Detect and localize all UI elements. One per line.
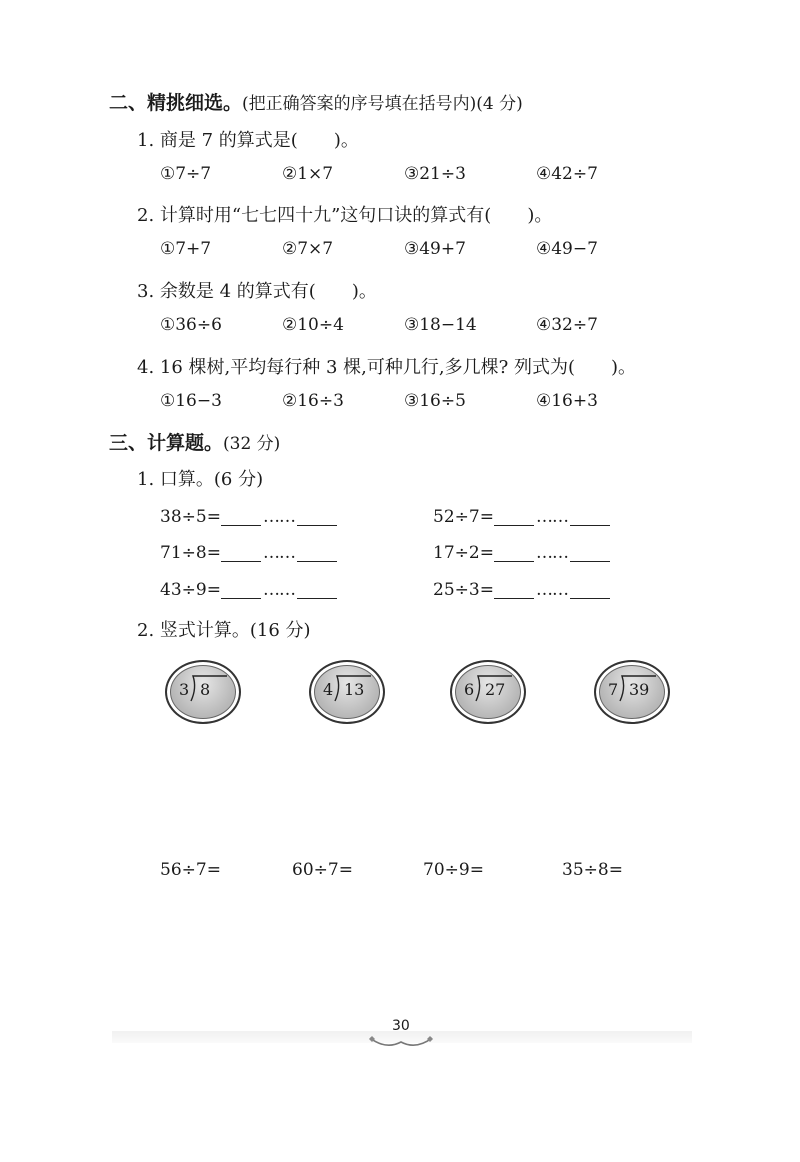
mental-calc-row: [160, 543, 337, 563]
mental-calc-row: [433, 507, 610, 527]
mental-calc-row: [160, 580, 337, 600]
mental-calc-expr: 17÷2=: [433, 543, 494, 563]
mental-calc-row: [433, 580, 610, 600]
question-3-option-1: ①36÷6: [160, 315, 222, 335]
part-2-title: 2. 竖式计算。(16 分): [137, 620, 311, 641]
vertical-calc-expr: 56÷7=: [160, 860, 221, 880]
quotient-blank[interactable]: [494, 580, 534, 599]
divisor: 3: [179, 680, 190, 699]
remainder-dots: ……: [262, 543, 295, 563]
remainder-blank[interactable]: [570, 580, 610, 599]
mental-calc-row: [433, 543, 610, 563]
question-4-option-2: ②16÷3: [282, 391, 344, 411]
divisor: 7: [608, 680, 619, 699]
remainder-dots: ……: [262, 507, 295, 527]
question-1-option-1: ①7÷7: [160, 164, 212, 184]
question-4-option-3: ③16÷5: [404, 391, 466, 411]
dividend: 27: [485, 680, 506, 699]
mental-calc-expr: 38÷5=: [160, 507, 221, 527]
vertical-calc-expr: 60÷7=: [292, 860, 353, 880]
remainder-blank[interactable]: [570, 507, 610, 526]
remainder-dots: ……: [535, 543, 568, 563]
quotient-blank[interactable]: [494, 543, 534, 562]
vertical-calc-expr: 70÷9=: [423, 860, 484, 880]
question-1-option-4: ④42÷7: [536, 164, 598, 184]
question-2-option-2: ②7×7: [282, 239, 334, 259]
mental-calc-expr: 71÷8=: [160, 543, 221, 563]
dividend: 13: [344, 680, 365, 699]
footer-ornament-icon: [366, 1032, 436, 1052]
question-1-option-3: ③21÷3: [404, 164, 466, 184]
dividend: 39: [629, 680, 650, 699]
question-3-option-2: ②10÷4: [282, 315, 344, 335]
question-2-option-3: ③49+7: [404, 239, 466, 259]
part-1-title: 1. 口算。(6 分): [137, 469, 264, 490]
long-division-bubble: [594, 660, 670, 724]
remainder-dots: ……: [262, 580, 295, 600]
quotient-blank[interactable]: [221, 580, 261, 599]
question-2-option-4: ④49−7: [536, 239, 598, 259]
divisor: 4: [323, 680, 334, 699]
section-2-heading: [109, 88, 523, 115]
remainder-blank[interactable]: [297, 580, 337, 599]
remainder-blank[interactable]: [297, 543, 337, 562]
question-4: 4. 16 棵树,平均每行种 3 棵,可种几行,多几棵? 列式为( )。: [137, 357, 636, 378]
mental-calc-expr: 43÷9=: [160, 580, 221, 600]
quotient-blank[interactable]: [494, 507, 534, 526]
page-number: 30: [392, 1018, 410, 1034]
section-2-title: 二、精挑细选。: [109, 92, 243, 114]
mental-calc-expr: 52÷7=: [433, 507, 494, 527]
remainder-blank[interactable]: [297, 507, 337, 526]
question-3: 3. 余数是 4 的算式有( )。: [137, 281, 377, 302]
dividend: 8: [200, 680, 211, 699]
long-division-bubble: [165, 660, 241, 724]
question-2-option-1: ①7+7: [160, 239, 212, 259]
question-3-option-4: ④32÷7: [536, 315, 598, 335]
question-3-option-3: ③18−14: [404, 315, 477, 335]
question-4-option-4: ④16+3: [536, 391, 598, 411]
divisor: 6: [464, 680, 475, 699]
remainder-dots: ……: [535, 580, 568, 600]
section-3-title: 三、计算题。: [109, 432, 224, 454]
section-2-instruction: (把正确答案的序号填在括号内)(4 分): [242, 94, 523, 114]
quotient-blank[interactable]: [221, 507, 261, 526]
question-1-option-2: ②1×7: [282, 164, 334, 184]
question-4-option-1: ①16−3: [160, 391, 222, 411]
remainder-blank[interactable]: [570, 543, 610, 562]
remainder-dots: ……: [535, 507, 568, 527]
quotient-blank[interactable]: [221, 543, 261, 562]
section-3-points: (32 分): [223, 434, 281, 454]
vertical-calc-expr: 35÷8=: [562, 860, 623, 880]
mental-calc-expr: 25÷3=: [433, 580, 494, 600]
question-2: 2. 计算时用“七七四十九”这句口诀的算式有( )。: [137, 205, 553, 226]
long-division-bubble: [450, 660, 526, 724]
mental-calc-row: [160, 507, 337, 527]
section-3-heading: [109, 428, 280, 455]
question-1: 1. 商是 7 的算式是( )。: [137, 130, 359, 151]
long-division-bubble: [309, 660, 385, 724]
